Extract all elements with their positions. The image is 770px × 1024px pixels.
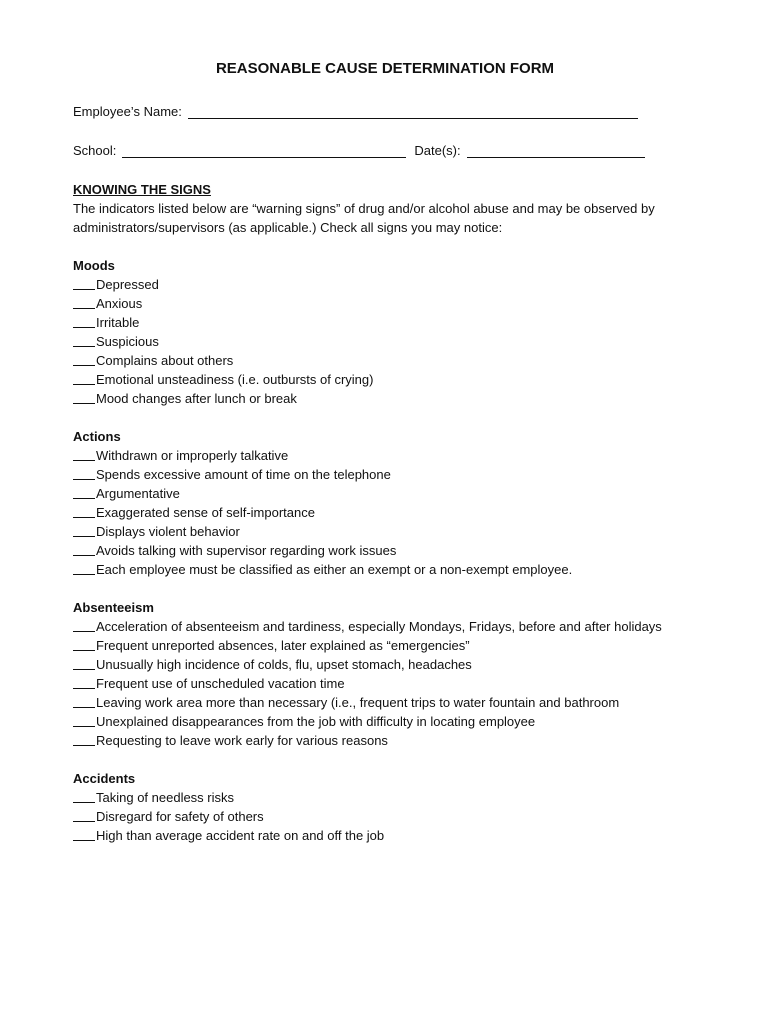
section-heading: Accidents xyxy=(73,771,136,786)
checklist-item-label: Each employee must be classified as either an exempt or a non-exempt employee. xyxy=(96,562,573,577)
checklist-item-label: Requesting to leave work early for various reasons xyxy=(96,733,388,748)
checklist-item-label: Withdrawn or improperly talkative xyxy=(96,448,289,463)
check-blank[interactable] xyxy=(73,522,95,537)
check-blank[interactable] xyxy=(73,313,95,328)
check-blank[interactable] xyxy=(73,617,95,632)
check-blank[interactable] xyxy=(73,370,95,385)
section-absenteeism xyxy=(73,598,703,750)
checklist-item xyxy=(73,446,703,465)
checklist-item xyxy=(73,275,703,294)
section-accidents xyxy=(73,769,703,845)
school-label: School: xyxy=(73,143,117,158)
form-title: REASONABLE CAUSE DETERMINATION FORM xyxy=(215,60,555,77)
checklist-item xyxy=(73,503,703,522)
checklist-item-label: Unexplained disappearances from the job with difficulty in locating employee xyxy=(96,714,536,729)
section-heading: Moods xyxy=(73,258,115,273)
checklist-item xyxy=(73,351,703,370)
checklist-item xyxy=(73,655,703,674)
checklist-item-label: Unusually high incidence of colds, flu, upset stomach, headaches xyxy=(96,657,472,672)
check-blank[interactable] xyxy=(73,655,95,670)
signs-heading: KNOWING THE SIGNS xyxy=(73,182,211,197)
checklist-item xyxy=(73,826,703,845)
check-blank[interactable] xyxy=(73,788,95,803)
checklist-item-label: Frequent use of unscheduled vacation time xyxy=(96,676,345,691)
checklist-item xyxy=(73,731,703,750)
check-blank[interactable] xyxy=(73,484,95,499)
check-blank[interactable] xyxy=(73,503,95,518)
section-moods xyxy=(73,256,703,408)
section-actions xyxy=(73,427,703,579)
checklist-item-label: Disregard for safety of others xyxy=(96,809,264,824)
check-blank[interactable] xyxy=(73,446,95,461)
checklist-item-label: Anxious xyxy=(96,296,143,311)
school-field[interactable] xyxy=(122,143,406,158)
checklist-item xyxy=(73,636,703,655)
checklist-item-label: Exaggerated sense of self-importance xyxy=(96,505,315,520)
check-blank[interactable] xyxy=(73,826,95,841)
checklist-item-label: Acceleration of absenteeism and tardiness, especially Mondays, Fridays, before and after holidays xyxy=(96,619,662,634)
dates-group xyxy=(414,143,644,158)
checklist-item-label: Mood changes after lunch or break xyxy=(96,391,297,406)
section-heading: Actions xyxy=(73,429,121,444)
checklist-item-label: Spends excessive amount of time on the telephone xyxy=(96,467,391,482)
checklist-item xyxy=(73,560,703,579)
checklist-item-label: Leaving work area more than necessary (i.e., frequent trips to water fountain and bathroom xyxy=(96,695,620,710)
form-content xyxy=(73,180,703,845)
check-blank[interactable] xyxy=(73,674,95,689)
checklist-item xyxy=(73,484,703,503)
checklist-item-label: Depressed xyxy=(96,277,159,292)
checklist-item xyxy=(73,294,703,313)
check-blank[interactable] xyxy=(73,693,95,708)
checklist-item-label: Avoids talking with supervisor regarding work issues xyxy=(96,543,397,558)
checklist-item xyxy=(73,541,703,560)
check-blank[interactable] xyxy=(73,541,95,556)
check-blank[interactable] xyxy=(73,294,95,309)
checklist-item xyxy=(73,807,703,826)
check-blank[interactable] xyxy=(73,712,95,727)
employee-name-row xyxy=(73,104,638,119)
checklist-item-label: Argumentative xyxy=(96,486,180,501)
checklist-item xyxy=(73,332,703,351)
checklist-item xyxy=(73,788,703,807)
checklist-item-label: Taking of needless risks xyxy=(96,790,235,805)
employee-name-field[interactable] xyxy=(188,104,638,119)
employee-name-label: Employee’s Name: xyxy=(73,104,182,119)
check-blank[interactable] xyxy=(73,332,95,347)
check-blank[interactable] xyxy=(73,807,95,822)
checklist-item-label: Emotional unsteadiness (i.e. outbursts of crying) xyxy=(96,372,374,387)
check-blank[interactable] xyxy=(73,560,95,575)
checklist-item-label: Complains about others xyxy=(96,353,234,368)
checklist-item xyxy=(73,674,703,693)
section-heading: Absenteeism xyxy=(73,600,154,615)
checklist-item xyxy=(73,522,703,541)
checklist-item xyxy=(73,370,703,389)
check-blank[interactable] xyxy=(73,465,95,480)
check-blank[interactable] xyxy=(73,389,95,404)
check-blank[interactable] xyxy=(73,731,95,746)
checklist-item-label: Displays violent behavior xyxy=(96,524,240,539)
check-blank[interactable] xyxy=(73,275,95,290)
checklist-item-label: Frequent unreported absences, later explained as “emergencies” xyxy=(96,638,470,653)
checklist-item-label: High than average accident rate on and off the job xyxy=(96,828,385,843)
signs-intro: The indicators listed below are “warning signs” of drug and/or alcohol abuse and may be observed by administrators/supervisors (as applicable.) Check all signs you may notice: xyxy=(73,201,655,235)
checklist-item xyxy=(73,712,703,731)
dates-field[interactable] xyxy=(467,143,645,158)
checklist-item xyxy=(73,693,703,712)
check-blank[interactable] xyxy=(73,636,95,651)
checklist-item xyxy=(73,617,703,636)
checklist-item xyxy=(73,313,703,332)
checklist-item xyxy=(73,465,703,484)
sections-container xyxy=(73,256,703,845)
checklist-item-label: Irritable xyxy=(96,315,140,330)
checklist-item xyxy=(73,389,703,408)
checklist-item-label: Suspicious xyxy=(96,334,159,349)
check-blank[interactable] xyxy=(73,351,95,366)
dates-label: Date(s): xyxy=(414,143,461,158)
school-date-row xyxy=(73,143,645,158)
